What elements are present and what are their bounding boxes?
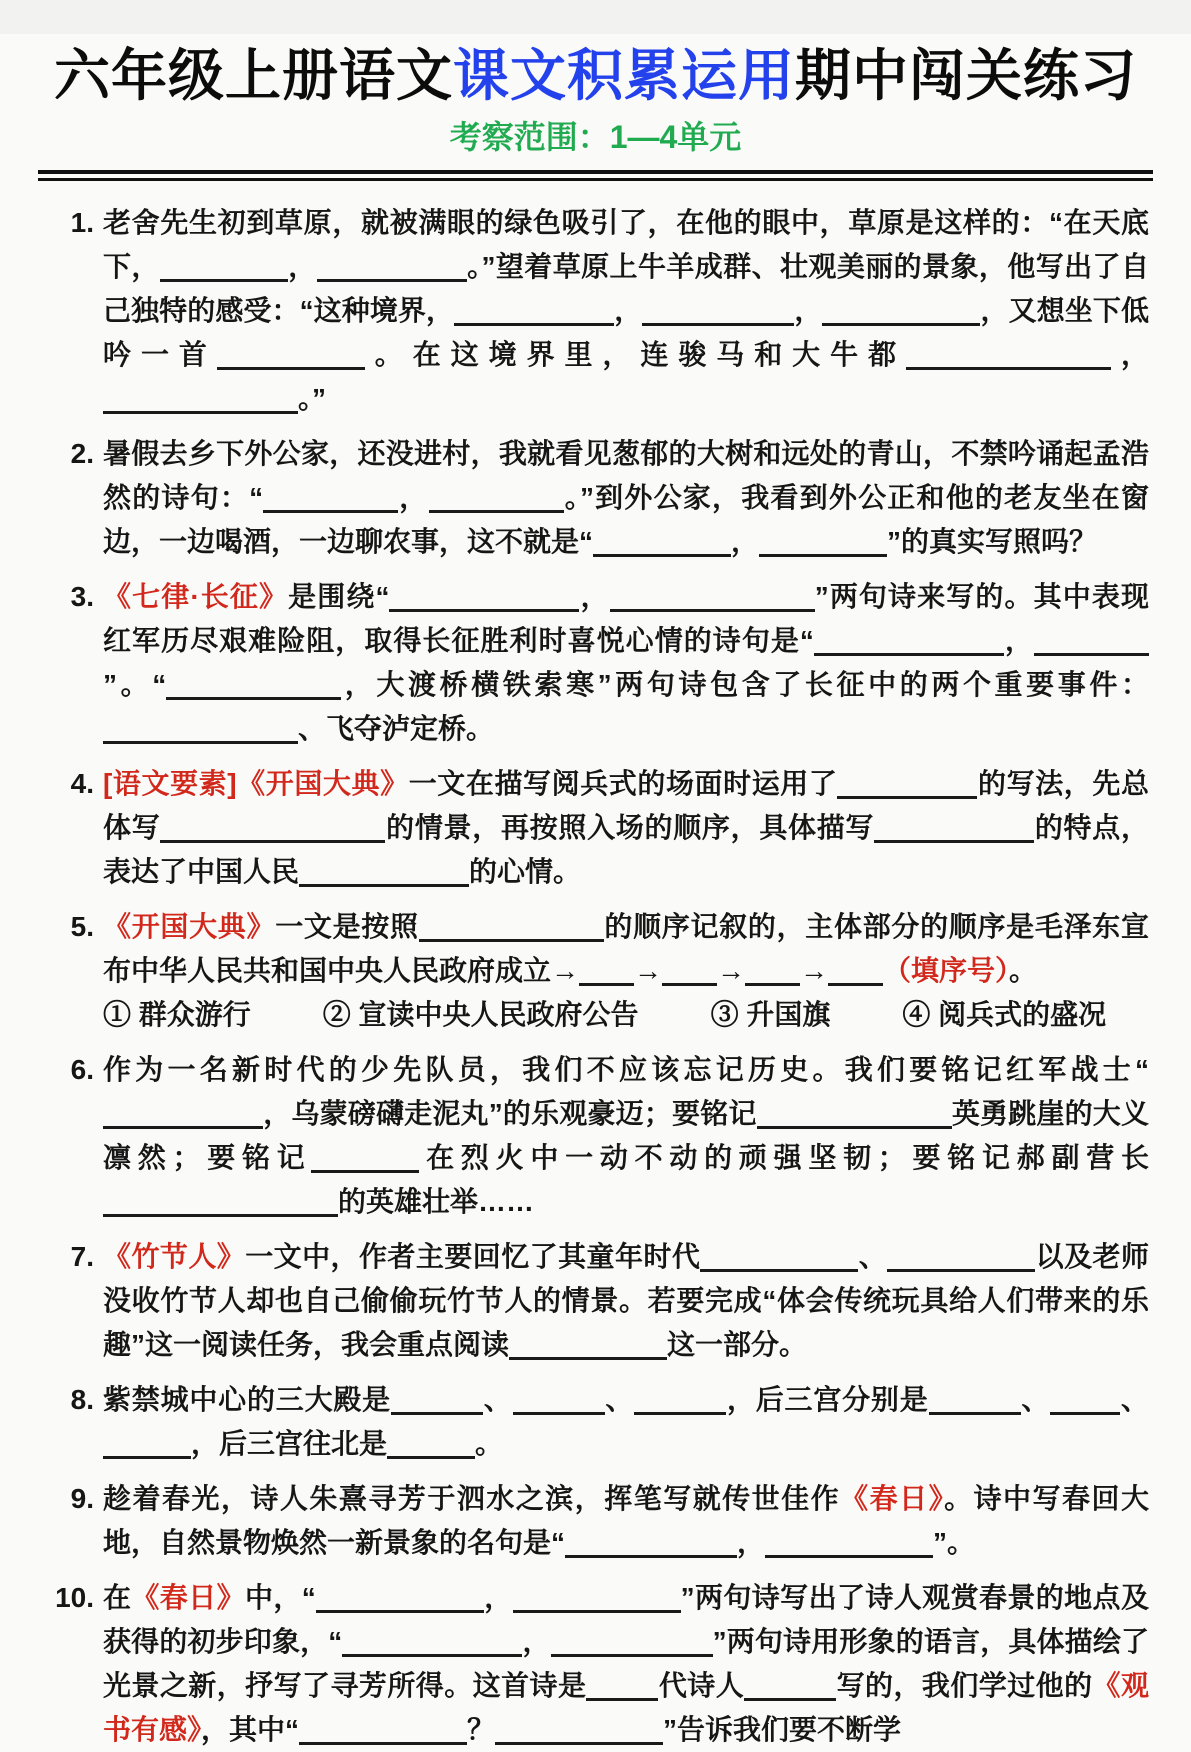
answer-blank[interactable] [662, 953, 717, 986]
text-run: ， [287, 251, 317, 283]
question-list [36, 195, 1155, 1752]
text-run: 趁着春光，诗人朱熹寻芳于泗水之滨，挥笔写就传世佳作 [103, 1483, 841, 1515]
text-run: ， [1111, 339, 1149, 371]
text-run: 这一部分。 [667, 1329, 808, 1361]
answer-blank[interactable] [160, 249, 288, 282]
text-run: 。” [298, 383, 327, 415]
text-run: ， [579, 581, 610, 613]
highlighted-text: 《春日》 [840, 1483, 945, 1515]
answer-blank[interactable] [263, 480, 398, 513]
question-item [46, 762, 1149, 894]
text-run: ，乌蒙磅礴走泥丸”的乐观豪迈；要铭记 [263, 1098, 757, 1130]
highlighted-text: 《竹节人》 [103, 1241, 246, 1273]
text-run: ，又想坐下低吟一首 [103, 295, 1149, 371]
text-run: ， [522, 1626, 551, 1658]
question-item [46, 575, 1149, 751]
question-item [46, 905, 1149, 1037]
answer-blank[interactable] [765, 1525, 933, 1558]
question-number: 5. [70, 911, 94, 943]
text-run: 的写法，先总体写 [103, 768, 1149, 844]
title-grade-part: 六年级上册语文 [54, 44, 453, 107]
question-text [103, 1048, 1149, 1224]
question-number: 10. [55, 1582, 94, 1614]
answer-blank[interactable] [634, 1382, 726, 1415]
question-text [103, 905, 1149, 1037]
text-run: 以及老师没收竹节人却也自己偷偷玩竹节人的情景。若要完成“体会传统玩具给人们带来的乐趣”这一阅读任务，我会重点阅读 [103, 1241, 1149, 1361]
question-text [103, 1576, 1149, 1752]
answer-blank[interactable] [874, 810, 1034, 843]
text-run: ， [483, 1582, 513, 1614]
question-text [103, 201, 1149, 421]
option-item: ④ 阅兵式的盛况 [902, 999, 1107, 1031]
text-run: ，大渡桥横铁索寒”两句诗包含了长征中的两个重要事件： [341, 669, 1149, 701]
text-run: 老舍先生初到草原，就被满眼的绿色吸引了，在他的眼中，草原是这样的：“在天底下， [103, 207, 1149, 283]
text-run: ？ [467, 1714, 496, 1746]
answer-blank[interactable] [757, 1096, 952, 1129]
answer-blank[interactable] [454, 293, 614, 326]
highlighted-text: 《七律·长征》 [103, 581, 289, 613]
highlighted-text: 《观书有感》 [103, 1670, 1149, 1746]
text-run: 写的，我们学过他的 [836, 1670, 1093, 1702]
text-run: 暑假去乡下外公家，还没进村，我就看见葱郁的大树和远处的青山，不禁吟诵起孟浩然的诗句：“ [103, 438, 1149, 514]
page-title [36, 44, 1155, 108]
text-run: ， [614, 295, 643, 327]
question-text [103, 432, 1149, 564]
answer-blank[interactable] [509, 1327, 667, 1360]
text-run: 、 [1120, 1384, 1149, 1416]
question-number: 1. [70, 207, 94, 239]
text-run: ”两句诗写出了诗人观赏春景的地点及获得的初步印象，“ [103, 1582, 1149, 1658]
text-run: 。在这境界里，连骏马和大牛都 [364, 339, 907, 371]
text-run: 英勇跳崖的大义凛然；要铭记 [103, 1098, 1149, 1174]
text-run: 。 [475, 1428, 504, 1460]
text-run: 的英雄壮举…… [338, 1186, 535, 1218]
text-run: ， [731, 526, 760, 558]
text-run: 、飞夺泸定桥。 [298, 713, 495, 745]
answer-blank[interactable] [759, 524, 887, 557]
highlighted-text: 《开国大典》 [236, 768, 409, 800]
option-item: ① 群众游行 [103, 999, 251, 1031]
text-run: ， [398, 482, 429, 514]
answer-blank[interactable] [828, 953, 883, 986]
text-run: 的特点，表达了中国人民 [103, 812, 1149, 888]
answer-blank[interactable] [929, 1382, 1021, 1415]
answer-blank[interactable] [814, 623, 1004, 656]
worksheet-header [36, 44, 1155, 181]
text-run: 一文中，作者主要回忆了其童年时代 [245, 1241, 701, 1273]
question-number: 7. [70, 1241, 94, 1273]
answer-blank[interactable] [837, 766, 977, 799]
answer-blank[interactable] [429, 480, 564, 513]
text-run: → [634, 955, 663, 987]
highlighted-text: 《开国大典》 [103, 911, 276, 943]
answer-blank[interactable] [700, 1239, 858, 1272]
text-run: 、 [604, 1384, 635, 1416]
scan-top-band [0, 0, 1191, 34]
text-run: ”。 [933, 1527, 976, 1559]
title-exam-part: 期中闯关练习 [795, 44, 1137, 107]
question-text [103, 762, 1149, 894]
text-run: 紫禁城中心的三大殿是 [103, 1384, 391, 1416]
text-run: 、 [1020, 1384, 1051, 1416]
answer-blank[interactable] [299, 854, 469, 887]
question-number: 2. [70, 438, 94, 470]
question-text [103, 1378, 1149, 1466]
answer-blank[interactable] [419, 909, 604, 942]
text-run: → [717, 955, 746, 987]
text-run: 。”望着草原上牛羊成群、壮观美丽的景象，他写出了自己独特的感受：“这种境界， [103, 251, 1149, 327]
text-run: 的心情。 [469, 856, 582, 888]
highlighted-text: [语文要素] [103, 768, 237, 800]
text-run: 在 [103, 1582, 132, 1614]
text-run: 是围绕“ [288, 581, 390, 613]
answer-blank[interactable] [342, 1624, 522, 1657]
answer-blank[interactable] [103, 1426, 191, 1459]
question-item [46, 1576, 1149, 1752]
answer-blank[interactable] [593, 524, 731, 557]
text-run: ，后三宫分别是 [726, 1384, 929, 1416]
answer-blank[interactable] [1050, 1382, 1120, 1415]
question-number: 4. [70, 768, 94, 800]
text-run: 的顺序记叙的，主体部分的顺序是毛泽东宣布中华人民共和国中央人民政府成立→ [103, 911, 1149, 987]
answer-blank[interactable] [586, 1668, 658, 1701]
answer-blank[interactable] [822, 293, 980, 326]
text-run: ”。“ [103, 669, 167, 701]
answer-blank[interactable] [579, 953, 634, 986]
question-number: 8. [70, 1384, 94, 1416]
answer-blank[interactable] [387, 1426, 475, 1459]
answer-blank[interactable] [745, 953, 800, 986]
answer-blank[interactable] [316, 1580, 484, 1613]
text-run: 在烈火中一动不动的顽强坚韧；要铭记郝副营长 [419, 1142, 1149, 1174]
text-run: ”告诉我们要不断学 [663, 1714, 902, 1746]
answer-blank[interactable] [389, 579, 579, 612]
highlighted-text: 《春日》 [131, 1582, 245, 1614]
question-number: 3. [70, 581, 94, 613]
highlighted-text: （填序号） [883, 955, 1010, 987]
answer-blank[interactable] [513, 1382, 605, 1415]
answer-blank[interactable] [551, 1624, 713, 1657]
subtitle-scope: 考察范围：1—4单元 [449, 119, 742, 156]
text-run: → [800, 955, 829, 987]
answer-blank[interactable] [217, 337, 365, 370]
text-run: ，后三宫往北是 [191, 1428, 388, 1460]
answer-blank[interactable] [887, 1239, 1035, 1272]
question-text [103, 1235, 1149, 1367]
answer-blank[interactable] [103, 711, 298, 744]
answer-blank[interactable] [744, 1668, 836, 1701]
answer-blank[interactable] [495, 1712, 663, 1745]
text-run: ， [794, 295, 823, 327]
answer-blank[interactable] [103, 381, 298, 414]
answer-blank[interactable] [166, 667, 341, 700]
answer-blank[interactable] [311, 1140, 419, 1173]
option-item: ② 宣读中央人民政府公告 [322, 999, 639, 1031]
answer-blank[interactable] [642, 293, 794, 326]
text-run: ”的真实写照吗？ [887, 526, 1098, 558]
text-run: ”两句诗来写的。其中表现红军历尽艰难险阻，取得长征胜利时喜悦心情的诗句是“ [103, 581, 1149, 657]
answer-blank[interactable] [906, 337, 1111, 370]
question-item [46, 1048, 1149, 1224]
answer-blank[interactable] [299, 1712, 467, 1745]
question-item [46, 201, 1149, 421]
text-run: 。”到外公家，我看到外公正和他的老友坐在窗边，一边喝酒，一边聊农事，这不就是“ [103, 482, 1149, 558]
question-item [46, 432, 1149, 564]
answer-blank[interactable] [317, 249, 467, 282]
question-text [103, 575, 1149, 751]
answer-blank[interactable] [1034, 623, 1149, 656]
answer-blank[interactable] [565, 1525, 737, 1558]
worksheet-page [0, 34, 1191, 1752]
text-run: 、 [482, 1384, 513, 1416]
text-run: 代诗人 [658, 1670, 745, 1702]
answer-blank[interactable] [103, 1184, 338, 1217]
text-run: ， [1003, 625, 1034, 657]
text-run: ”两句诗用形象的语言，具体描绘了光景之新，抒写了寻芳所得。这首诗是 [103, 1626, 1149, 1702]
header-divider [38, 170, 1153, 181]
text-run: 。诗中写春回大地，自然景物焕然一新景象的名句是“ [103, 1483, 1149, 1559]
answer-blank[interactable] [391, 1382, 483, 1415]
answer-blank[interactable] [513, 1580, 681, 1613]
question-number: 6. [70, 1054, 94, 1086]
question-number: 9. [70, 1483, 94, 1515]
question-text [103, 1477, 1149, 1565]
text-run: 中，“ [245, 1582, 316, 1614]
text-run: 。 [1009, 955, 1038, 987]
answer-blank[interactable] [610, 579, 815, 612]
text-run: ， [737, 1527, 766, 1559]
option-item: ③ 升国旗 [710, 999, 831, 1031]
answer-blank[interactable] [103, 1096, 263, 1129]
answer-blank[interactable] [160, 810, 385, 843]
question-item [46, 1477, 1149, 1565]
text-run: 作为一名新时代的少先队员，我们不应该忘记历史。我们要铭记红军战士“ [103, 1054, 1149, 1086]
title-topic-part: 课文积累运用 [453, 44, 795, 107]
option-row [103, 993, 1149, 1037]
text-run: 、 [858, 1241, 888, 1273]
text-run: 的情景，再按照入场的顺序，具体描写 [385, 812, 875, 844]
question-item [46, 1378, 1149, 1466]
text-run: 一文是按照 [275, 911, 419, 943]
question-item [46, 1235, 1149, 1367]
text-run: 一文在描写阅兵式的场面时运用了 [408, 768, 838, 800]
text-run: ，其中“ [201, 1714, 300, 1746]
